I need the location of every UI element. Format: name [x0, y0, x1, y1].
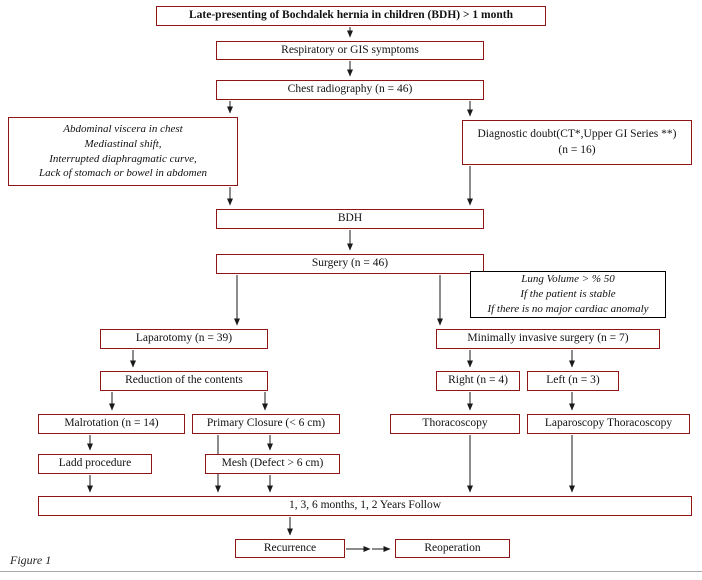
node-laparotomy [100, 329, 268, 349]
node-lung-volume-note [470, 271, 666, 318]
figure-caption: Figure 1 [10, 553, 52, 567]
bottom-divider [0, 571, 702, 572]
node-malrotation-label: Malrotation (n = 14) [64, 417, 159, 430]
node-right [436, 371, 520, 391]
node-surgery [216, 254, 484, 274]
node-follow-up [38, 496, 692, 516]
node-findings [8, 117, 238, 186]
node-diagnostic-doubt-line: (n = 16) [558, 143, 596, 156]
node-malrotation [38, 414, 185, 434]
node-primary-closure-label: Primary Closure (< 6 cm) [206, 417, 326, 430]
node-lung-volume-note-line: Lung Volume > % 50 [521, 273, 615, 286]
node-symptoms-label: Respiratory or GIS symptoms [281, 43, 419, 56]
node-recurrence-label: Recurrence [263, 541, 317, 554]
node-mesh [205, 454, 340, 474]
node-left [527, 371, 619, 391]
node-thoracoscopy [390, 414, 520, 434]
node-left-label: Left (n = 3) [546, 374, 600, 387]
node-reduction [100, 371, 268, 391]
node-chest-radiography-label: Chest radiography (n = 46) [287, 83, 413, 96]
node-diagnostic-doubt [462, 120, 692, 165]
node-bdh [216, 209, 484, 229]
node-mesh-label: Mesh (Defect > 6 cm) [221, 457, 324, 470]
node-ladd-procedure [38, 454, 152, 474]
node-reoperation [395, 539, 510, 558]
node-ladd-procedure-label: Ladd procedure [58, 457, 132, 470]
node-follow-up-label: 1, 3, 6 months, 1, 2 Years Follow [288, 499, 442, 512]
node-title-label: Late-presenting of Bochdalek hernia in children (BDH) > 1 month [189, 9, 513, 22]
node-symptoms [216, 41, 484, 60]
node-chest-radiography [216, 80, 484, 100]
node-findings-line: Interrupted diaphragmatic curve, [49, 152, 197, 165]
node-thoracoscopy-label: Thoracoscopy [422, 417, 488, 430]
node-findings-line: Abdominal viscera in chest [63, 122, 183, 135]
node-right-label: Right (n = 4) [448, 374, 508, 387]
node-surgery-label: Surgery (n = 46) [311, 257, 389, 270]
node-diagnostic-doubt-line: Diagnostic doubt(CT*,Upper GI Series **) [477, 127, 677, 140]
node-lung-volume-note-line: If there is no major cardiac anomaly [487, 302, 649, 315]
node-laparotomy-label: Laparotomy (n = 39) [135, 332, 233, 345]
node-reduction-label: Reduction of the contents [125, 374, 243, 387]
node-title [156, 6, 546, 26]
node-findings-line: Lack of stomach or bowel in abdomen [38, 167, 208, 180]
node-reoperation-label: Reoperation [424, 541, 481, 554]
node-recurrence [235, 539, 345, 558]
node-minimally-invasive [436, 329, 660, 349]
node-primary-closure [192, 414, 340, 434]
node-laparoscopy-thoracoscopy [527, 414, 690, 434]
node-minimally-invasive-label: Minimally invasive surgery (n = 7) [467, 332, 629, 345]
node-lung-volume-note-line: If the patient is stable [520, 288, 616, 301]
node-findings-line: Mediastinal shift, [84, 137, 162, 150]
node-laparoscopy-thoracoscopy-label: Laparoscopy Thoracoscopy [544, 417, 673, 430]
node-bdh-label: BDH [337, 212, 363, 225]
